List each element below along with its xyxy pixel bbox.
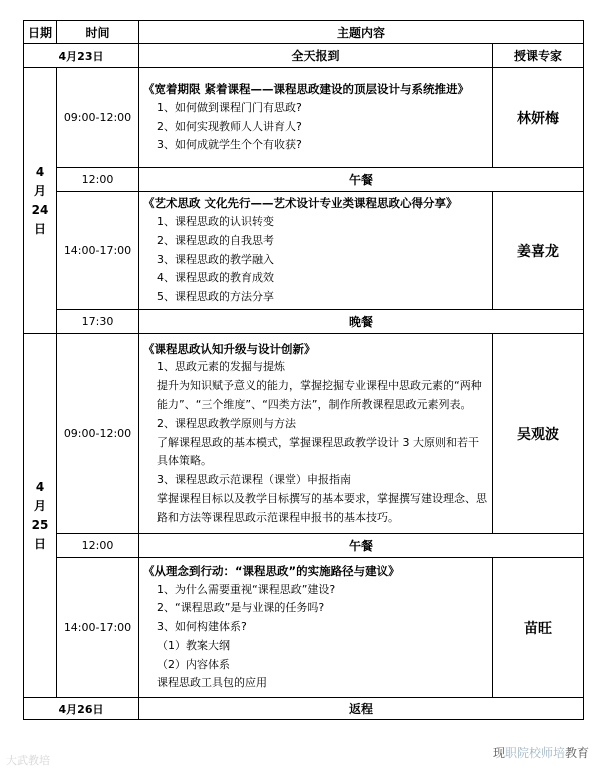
apr25-afternoon-time: 14:00-17:00 <box>57 558 139 698</box>
watermark-right: 现职院校师培教育 <box>492 746 589 760</box>
apr24-lunch-time: 12:00 <box>57 168 139 192</box>
apr24-date: 4 月 24 日 <box>24 68 57 334</box>
apr25-date: 4 月 25 日 <box>24 334 57 698</box>
apr26-date: 4月26日 <box>24 698 139 720</box>
apr25-morning-row <box>24 334 584 534</box>
header-time: 时间 <box>57 21 139 44</box>
apr24-afternoon-content: 《艺术思政 文化先行——艺术设计专业类课程思政心得分享》 1、课程思政的认识转变 2、课程思政的自我思考 3、课程思政的教学融入 4、课程思政的教育成效 5、课程思政的方法分享 <box>139 192 493 310</box>
apr24-afternoon-expert: 姜喜龙 <box>493 192 584 310</box>
apr25-afternoon-content: 《从理念到行动：“课程思政”的实施路径与建议》 1、为什么需要重视“课程思政”建设? 2、“课程思政”是与业课的任务吗? 3、如何构建体系? （1）教案大纲 （2）内容体系 课程思政工具包的应用 <box>139 558 493 698</box>
apr25-morning-expert: 吴观波 <box>493 334 584 534</box>
apr25-morning-content: 《课程思政认知升级与设计创新》 1、思政元素的发掘与提炼 提升为知识赋予意义的能力，掌握挖掘专业课程中思政元素的“两种能力”、“三个维度”、“四类方法”，制作所教课程思政元素列表。 2、课程思政教学原则与方法 了解课程思政的基本模式，掌握课程思政教学设计 3 大原则和若干具体策略。 3、课程思政示范课程（课堂）申报指南 掌握课程目标以及教学目标撰写的基本要求，掌握撰写建设理念、思路和方法等课程思政示范课程申报书的基本技巧。 <box>139 334 493 534</box>
apr24-dinner-label: 晚餐 <box>139 310 584 334</box>
apr24-afternoon-row <box>24 192 584 310</box>
apr24-morning-expert: 林妍梅 <box>493 68 584 168</box>
apr24-morning-time: 09:00-12:00 <box>57 68 139 168</box>
apr24-dinner-time: 17:30 <box>57 310 139 334</box>
header-row <box>24 21 584 44</box>
apr25-lunch-row <box>24 534 584 558</box>
header-date: 日期 <box>24 21 57 44</box>
expert-header: 授课专家 <box>493 44 584 68</box>
apr23-event: 全天报到 <box>139 44 493 68</box>
apr24-afternoon-time: 14:00-17:00 <box>57 192 139 310</box>
apr23-date: 4月23日 <box>24 44 139 68</box>
apr24-morning-content: 《宽着期限 紧着课程——课程思政建设的顶层设计与系统推进》 1、如何做到课程门门有思政? 2、如何实现教师人人讲育人? 3、如何成就学生个个有收获? <box>139 68 493 168</box>
apr24-dinner-row <box>24 310 584 334</box>
apr24-morning-row <box>24 68 584 168</box>
apr24-lunch-row <box>24 168 584 192</box>
schedule-table <box>23 20 584 720</box>
header-topic: 主题内容 <box>139 21 584 44</box>
apr23-row <box>24 44 584 68</box>
apr25-lunch-time: 12:00 <box>57 534 139 558</box>
apr25-afternoon-row <box>24 558 584 698</box>
apr25-morning-time: 09:00-12:00 <box>57 334 139 534</box>
apr25-lunch-label: 午餐 <box>139 534 584 558</box>
apr26-row <box>24 698 584 720</box>
apr24-lunch-label: 午餐 <box>139 168 584 192</box>
apr25-afternoon-expert: 苗旺 <box>493 558 584 698</box>
watermark-left: 大武教培 <box>6 754 50 767</box>
apr26-event: 返程 <box>139 698 584 720</box>
